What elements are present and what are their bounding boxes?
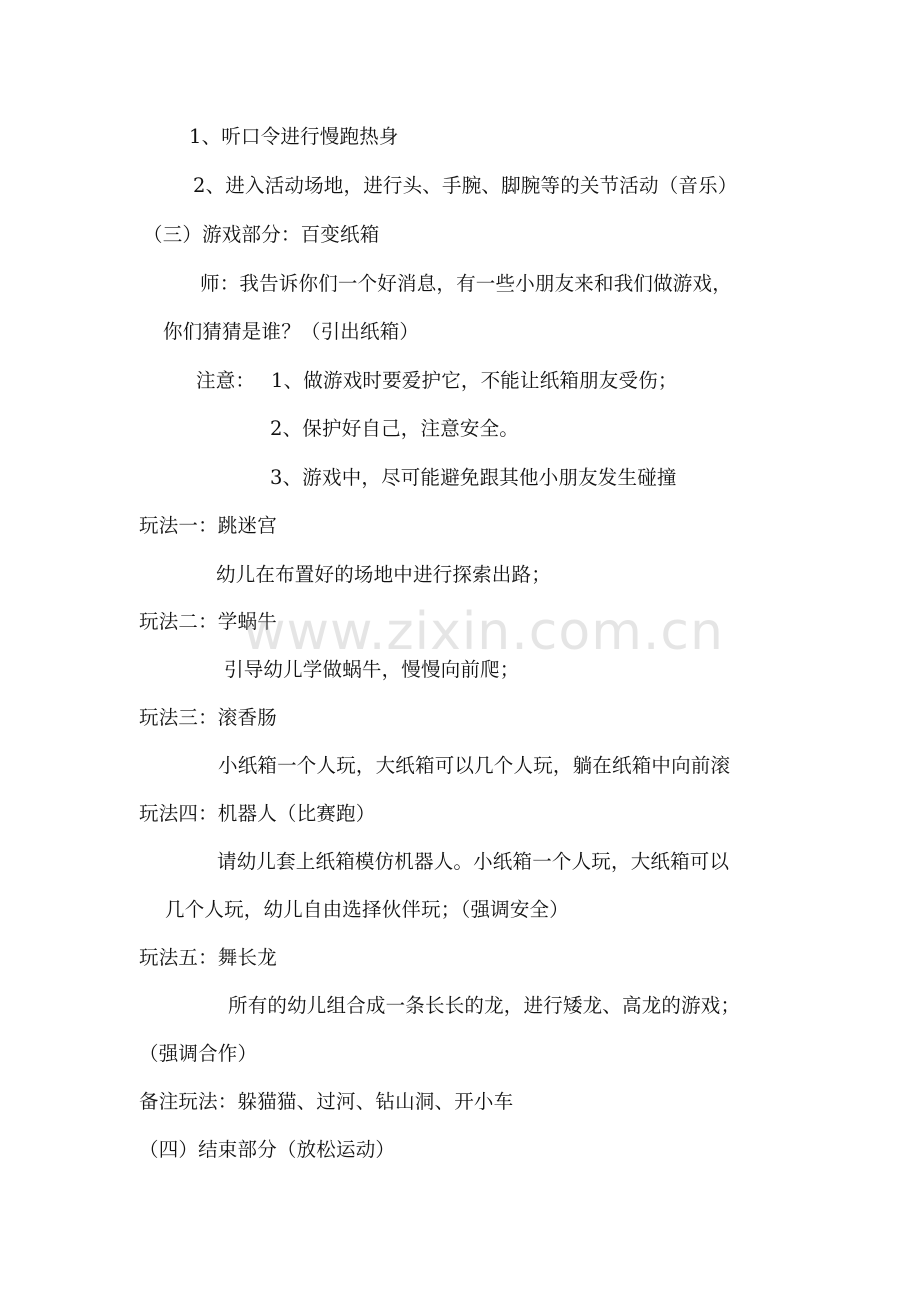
watermark: www.zixin.com.cn [243, 602, 724, 662]
note-label: 注意： [196, 369, 256, 392]
play-method-4-desc-cont: 几个人玩，幼儿自由选择伙伴玩；（强调安全） [165, 898, 569, 921]
play-method-5-title: 玩法五：舞长龙 [139, 946, 277, 969]
text-line-teacher-speech-cont: 你们猜猜是谁？（引出纸箱） [163, 320, 420, 343]
play-method-2-title: 玩法二：学蜗牛 [139, 610, 277, 633]
note-item-3: 3、游戏中，尽可能避免跟其他小朋友发生碰撞 [270, 466, 677, 489]
play-method-5-desc-cont: （强调合作） [139, 1042, 258, 1065]
text-line-warmup-jog: 1、听口令进行慢跑热身 [189, 125, 399, 148]
extra-play-methods: 备注玩法：躲猫猫、过河、钻山洞、开小车 [139, 1090, 514, 1113]
play-method-3-desc: 小纸箱一个人玩，大纸箱可以几个人玩，躺在纸箱中向前滚 [218, 754, 731, 777]
play-method-1-title: 玩法一：跳迷宫 [139, 514, 277, 537]
text-line-joint-activity: 2、进入活动场地，进行头、手腕、脚腕等的关节活动（音乐） [193, 174, 738, 197]
play-method-4-title: 玩法四：机器人（比赛跑） [139, 802, 376, 825]
section-heading-ending: （四）结束部分（放松运动） [139, 1138, 396, 1161]
play-method-5-desc: 所有的幼儿组合成一条长长的龙，进行矮龙、高龙的游戏； [228, 994, 741, 1017]
text-line-teacher-speech: 师：我告诉你们一个好消息，有一些小朋友来和我们做游戏， [200, 272, 732, 295]
play-method-2-desc: 引导幼儿学做蜗牛，慢慢向前爬； [224, 658, 520, 681]
section-heading-game: （三）游戏部分：百变纸箱 [143, 223, 380, 246]
note-item-2: 2、保护好自己，注意安全。 [270, 417, 520, 440]
play-method-3-title: 玩法三：滚香肠 [139, 706, 277, 729]
note-item-1: 1、做游戏时要爱护它，不能让纸箱朋友受伤； [271, 369, 678, 392]
play-method-1-desc: 幼儿在布置好的场地中进行探索出路； [216, 563, 551, 586]
play-method-4-desc: 请幼儿套上纸箱模仿机器人。小纸箱一个人玩，大纸箱可以 [217, 850, 730, 873]
